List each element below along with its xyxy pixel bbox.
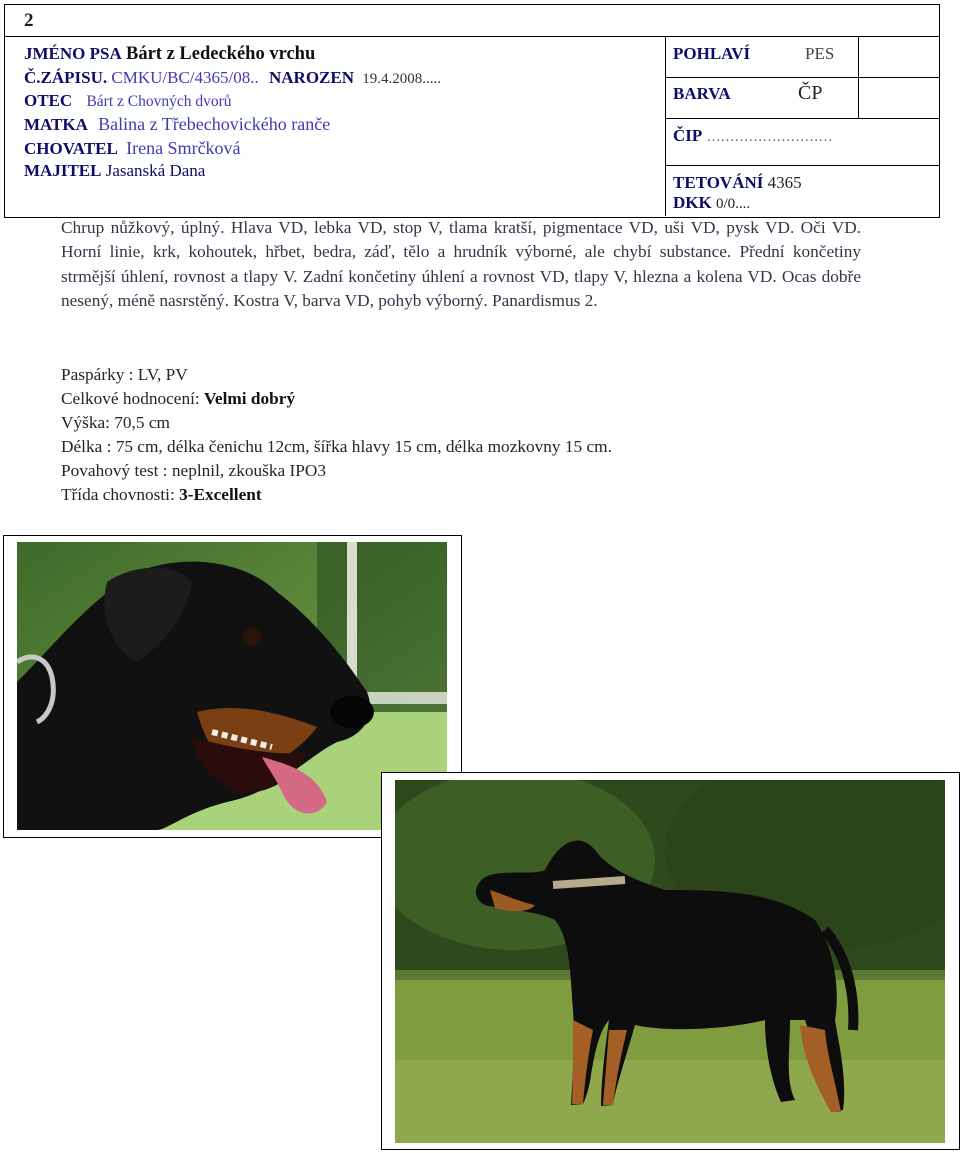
dam-row bbox=[24, 114, 330, 135]
description-text: Chrup nůžkový, úplný. Hlava VD, lebka VD, stop V, tlama kratší, pigmentace VD, uši VD, pysk VD. Oči VD. Horní linie, krk, kohoutek, hřbet, bedra, záď, tělo a hrudník výborné, ale chybí substance. Přední končetiny strmější úhlení, rovnost a tlapy V. Zadní končetiny úhlení a rovnost VD, tlapy V, hlezna a kolena VD. Ocas dobře nesený, méně nasrstěný. Kostra V, barva VD, pohyb výborný. Panardismus 2. bbox=[61, 218, 861, 310]
sex-label: POHLAVÍ bbox=[673, 44, 751, 63]
tattoo-value: 4365 bbox=[767, 173, 802, 192]
dog-name-row bbox=[24, 44, 315, 65]
paspark-line: Paspárky : LV, PV bbox=[61, 365, 188, 384]
dam-name: Balina z Třebechovického ranče bbox=[98, 114, 331, 134]
dkk-row bbox=[673, 193, 750, 213]
dog-standing-photo bbox=[395, 780, 945, 1143]
owner-label: MAJITEL bbox=[24, 161, 102, 180]
dam-label: MATKA bbox=[24, 115, 88, 134]
chip-label: ČIP bbox=[673, 126, 703, 145]
tattoo-label: TETOVÁNÍ bbox=[673, 173, 764, 192]
table-divider bbox=[4, 36, 940, 37]
color-value: ČP bbox=[798, 82, 823, 104]
sex-value: PES bbox=[805, 44, 835, 63]
born-date: 19.4.2008..... bbox=[362, 71, 441, 87]
born-label: NAROZEN bbox=[268, 68, 354, 87]
breeder-label: CHOVATEL bbox=[24, 139, 118, 158]
breeding-class-value: 3-Excellent bbox=[179, 485, 262, 504]
color-label: BARVA bbox=[673, 84, 731, 103]
height-line: Výška: 70,5 cm bbox=[61, 413, 170, 432]
dkk-value: 0/0.... bbox=[715, 196, 751, 212]
length-line: Délka : 75 cm, délka čenichu 12cm, šířka hlavy 15 cm, délka mozkovny 15 cm. bbox=[61, 437, 612, 456]
table-divider bbox=[858, 36, 859, 118]
overall-value: Velmi dobrý bbox=[204, 389, 296, 408]
sire-row bbox=[24, 91, 232, 111]
owner-row bbox=[24, 161, 205, 181]
owner-name: Jasanská Dana bbox=[105, 161, 206, 180]
breeding-class-label: Třída chovnosti: bbox=[61, 485, 180, 504]
sire-name: Bárt z Chovných dvorů bbox=[86, 93, 232, 110]
dog-name: Bárt z Ledeckého vrchu bbox=[126, 44, 316, 64]
tattoo-row bbox=[673, 173, 802, 193]
breeder-name: Irena Smrčková bbox=[126, 138, 241, 158]
registration-number: CMKU/BC/4365/08.. bbox=[111, 68, 259, 87]
registration-label: Č.ZÁPISU. bbox=[24, 68, 108, 87]
table-divider bbox=[665, 36, 666, 216]
table-divider bbox=[665, 77, 940, 78]
overall-label: Celkové hodnocení: bbox=[61, 389, 205, 408]
sire-label: OTEC bbox=[24, 91, 73, 110]
registration-row bbox=[24, 68, 441, 88]
dog-standing-illustration bbox=[395, 780, 945, 1143]
chip-value: ……………………… bbox=[706, 130, 833, 145]
chip-row bbox=[673, 126, 833, 146]
breeding-class-line bbox=[61, 485, 262, 505]
table-divider bbox=[665, 165, 940, 166]
dog-name-label: JMÉNO PSA bbox=[24, 44, 122, 63]
overall-rating-line bbox=[61, 389, 295, 409]
table-divider bbox=[665, 118, 940, 119]
temperament-test-line: Povahový test : neplnil, zkouška IPO3 bbox=[61, 461, 326, 480]
breeder-row bbox=[24, 138, 241, 159]
page-number: 2 bbox=[24, 10, 34, 31]
dkk-label: DKK bbox=[673, 193, 712, 212]
